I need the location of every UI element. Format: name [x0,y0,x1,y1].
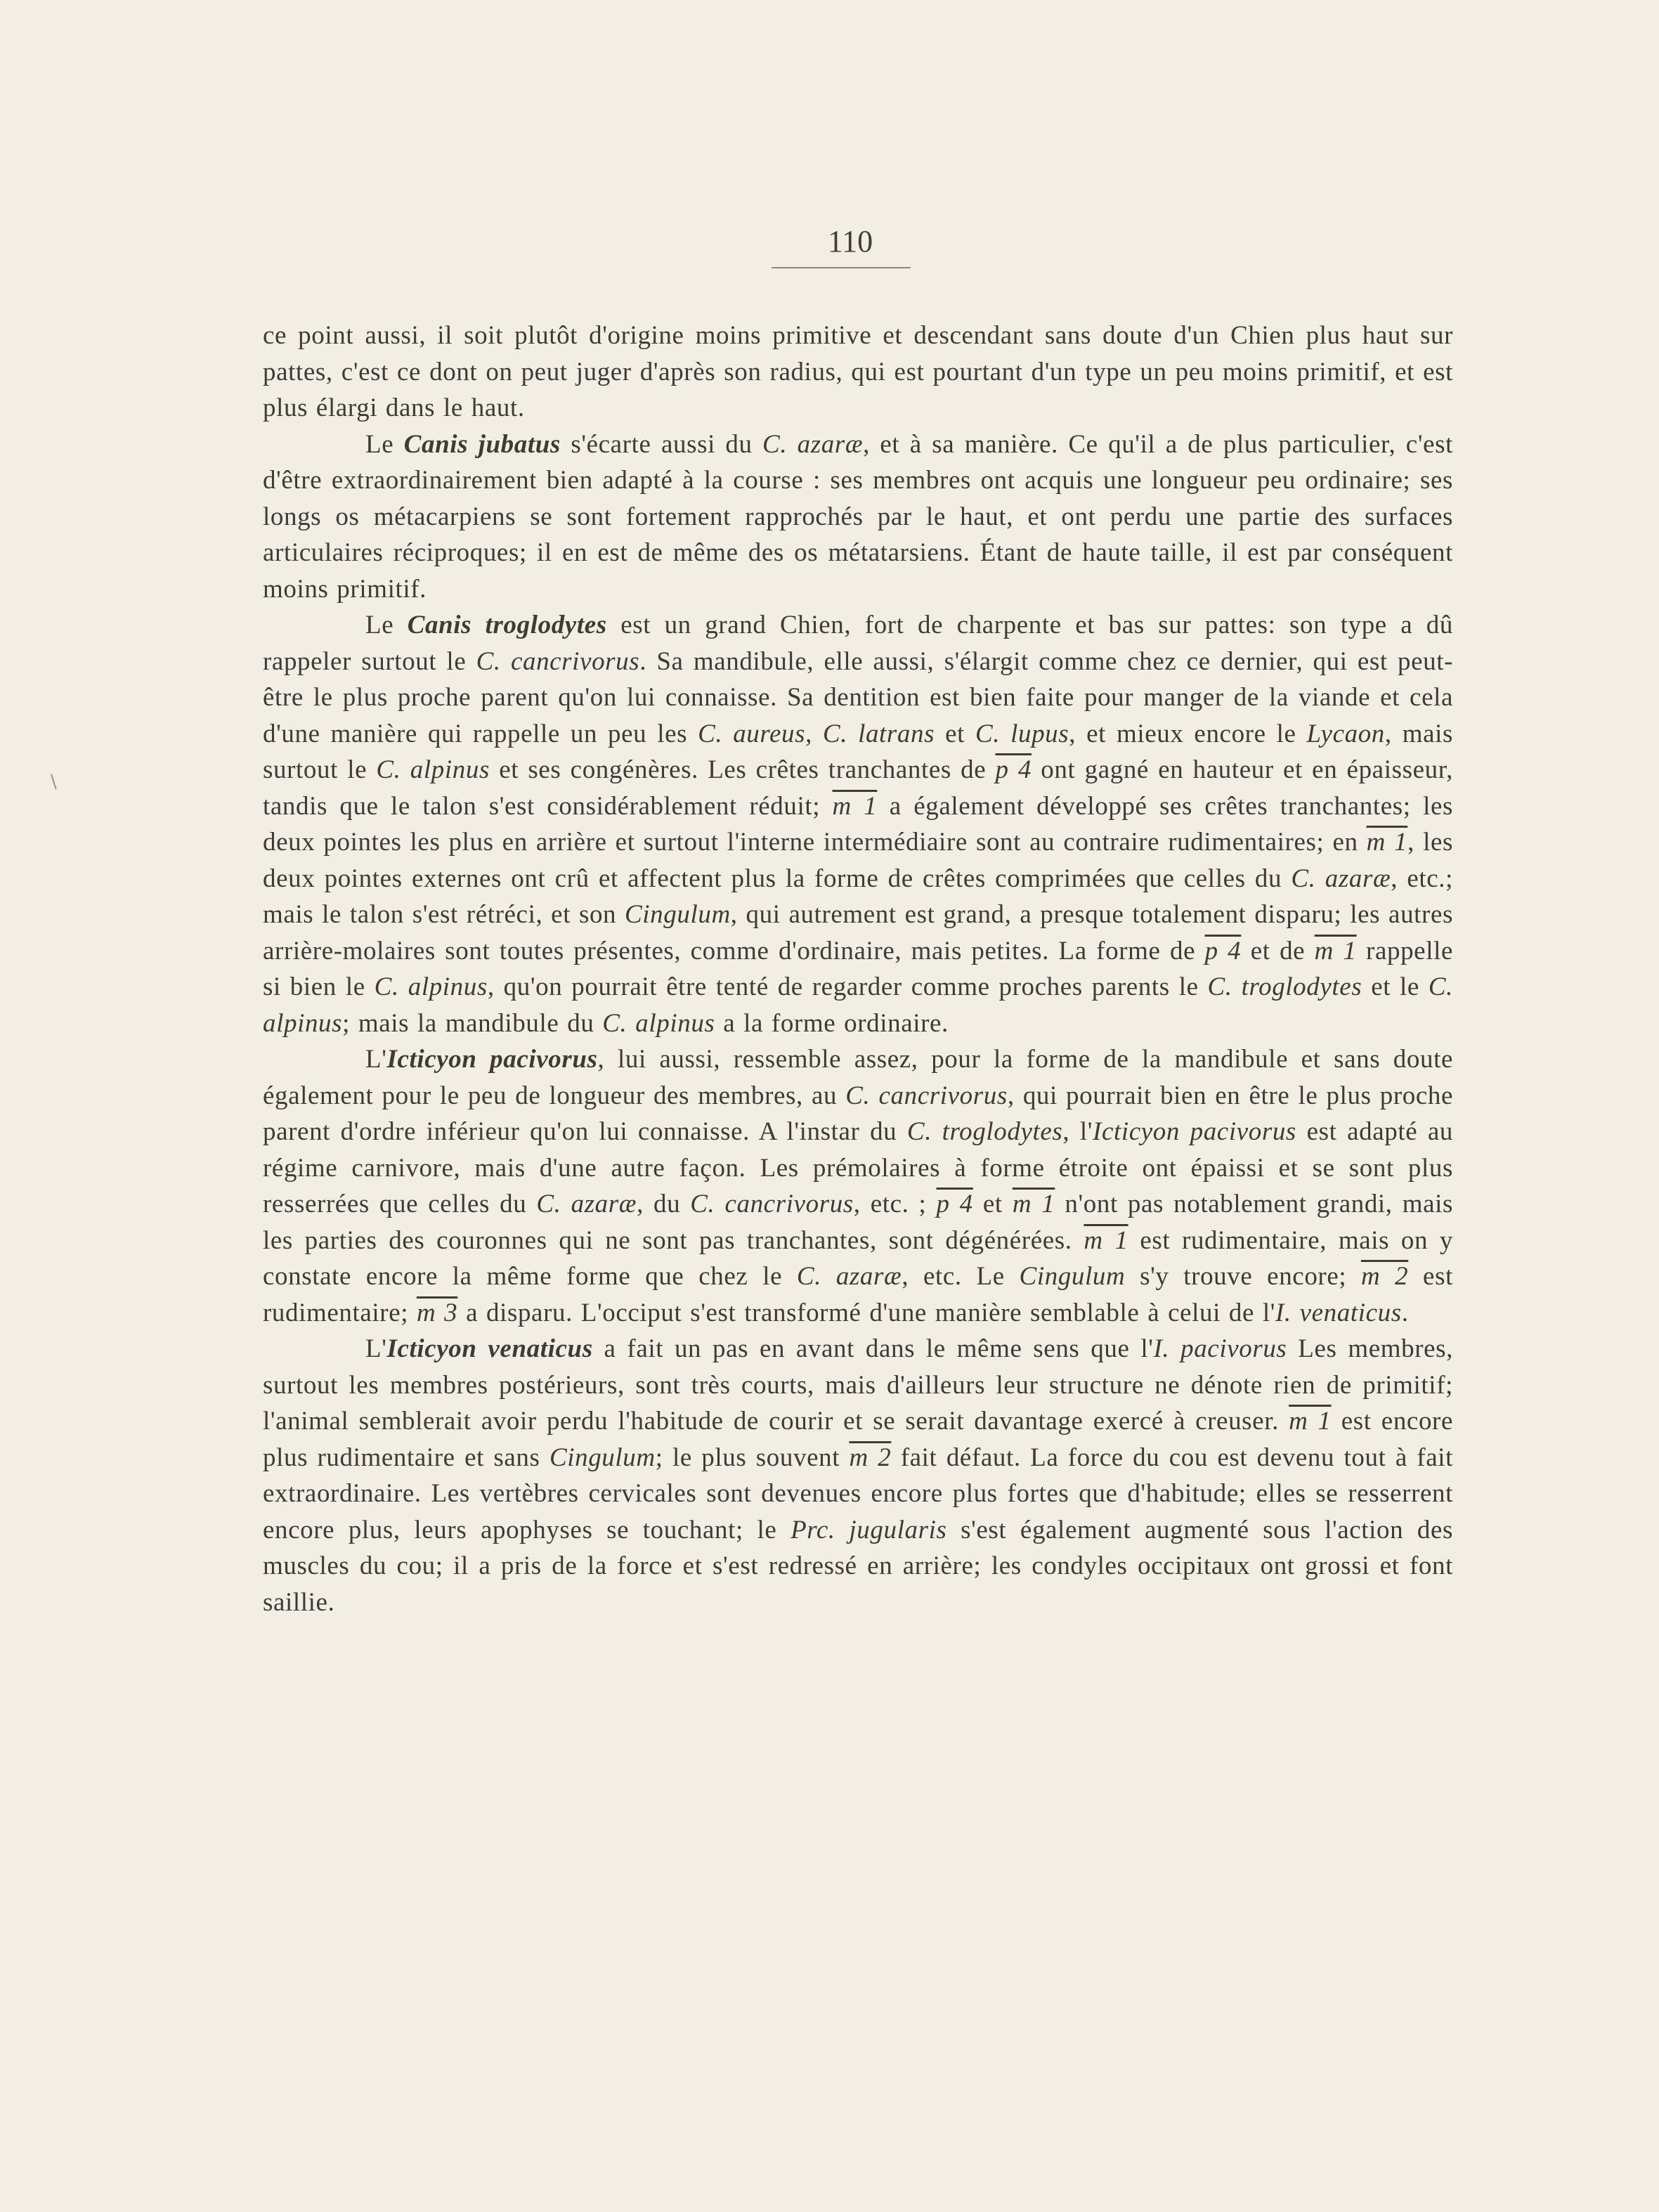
italic-term: Prc. jugularis [791,1515,947,1544]
tooth-notation: p 4 [995,755,1032,784]
species-heading-term: Canis jubatus [403,429,561,459]
text-run: n'ont pas notablement grandi, mais les parties des couronnes qui ne sont pas tranchantes, sont dégénérées. [263,1190,1453,1255]
text-run: et de [1241,936,1315,965]
text-run: s'est également augmenté sous l'action des muscles du cou; il a pris de la force et s'est redressé en arrière; les condyles occipitaux ont grossi et font saillie. [263,1515,1454,1617]
text-run: , [805,719,823,748]
text-run: . Sa mandibule, elle aussi, s'élargit comme chez ce dernier, qui est peut-être le plus proche parent qu'on lui connaisse. Sa dentition est bien faite pour manger de la viande et cela d'une manière qui rappelle un peu les [263,646,1453,748]
text-run: et le [1362,972,1429,1001]
page-number: 110 [827,224,873,259]
italic-term: C. azaræ [536,1190,637,1218]
tooth-notation: m 2 [849,1443,892,1472]
italic-term: C. azaræ [762,429,864,459]
text-run: a disparu. L'occiput s'est transformé d'une manière semblable à celui de l' [457,1298,1275,1327]
italic-term: C. aureus [698,719,806,748]
italic-term: C. alpinus [374,972,488,1001]
text-run: , mais surtout le [263,719,1453,784]
text-run: est rudimentaire, mais on y constate encore la même forme que chez le [263,1225,1453,1291]
italic-term: C. alpinus [376,755,490,784]
italic-term: C. cancrivorus [690,1190,854,1218]
text-run: , etc. ; [853,1190,937,1218]
italic-term: C. troglodytes [906,1117,1063,1146]
text-run: , etc.; mais le talon s'est rétréci, et son [263,864,1454,929]
paragraph [263,427,1453,608]
italic-term: C. lupus [975,719,1069,748]
tooth-notation: m 2 [1361,1262,1409,1291]
text-run: ; le plus souvent [655,1443,850,1472]
italic-term: C. latrans [822,719,935,748]
italic-term: Cingulum [549,1443,656,1472]
species-heading-term: Icticyon venaticus [386,1334,593,1363]
text-run: , et à sa manière. Ce qu'il a de plus particulier, c'est d'être extraordinairement bien adapté à la course : ses membres ont acquis une longueur peu ordinaire; ses longs os métacarpiens se sont fortement rapprochés par le haut, et ont perdu une partie des surfaces articulaires réciproques; il en est de même des os métatarsiens. Étant de haute taille, il est par conséquent moins primitif. [263,429,1453,604]
text-run: , etc. Le [902,1262,1020,1291]
text-run: fait défaut. La force du cou est devenu tout à fait extraordinaire. Les vertèbres cervicales sont devenues encore plus fortes que d'habitude; elles se resserrent encore plus, leurs apophyses se touchant; le [263,1443,1453,1544]
paragraph [263,607,1453,1041]
paragraph [263,1041,1453,1331]
text-run: est encore plus rudimentaire et sans [263,1407,1453,1472]
paragraph [263,1331,1453,1620]
italic-term: Lycaon [1306,719,1385,748]
paragraph [263,318,1453,427]
italic-term: C. cancrivorus [476,646,640,676]
tooth-notation: p 4 [936,1190,973,1218]
text-run: est rudimentaire; [263,1262,1453,1327]
tooth-notation: m 1 [1366,828,1408,857]
text-run: , l' [1062,1117,1093,1146]
text-run: L' [365,1045,387,1074]
tooth-notation: p 4 [1204,936,1242,965]
tooth-notation: m 3 [416,1298,458,1327]
italic-term: Cingulum [625,900,731,929]
italic-term: C. azaræ [796,1262,902,1291]
text-run: ont gagné en hauteur et en épaisseur, tandis que le talon s'est considérablement réduit; [263,755,1453,821]
tooth-notation: m 1 [1314,936,1357,965]
page-number-rule [772,267,911,268]
text-run: rappelle si bien le [263,936,1453,1001]
text-run: ce point aussi, il soit plutôt d'origine moins primitive et descendant sans doute d'un Chien plus haut sur pattes, c'est ce dont on peut juger d'après son radius, qui est pourtant d'un type un peu moins primitif, et est plus élargi dans le haut. [263,321,1453,422]
text-run: Le [365,429,404,459]
text-run: est adapté au régime carnivore, mais d'une autre façon. Les prémolaires à forme étroite ont épaissi et se sont plus resserrées que celles du [263,1117,1453,1218]
text-run: s'y trouve encore; [1125,1262,1362,1291]
text-run: , qu'on pourrait être tenté de regarder comme proches parents le [487,972,1208,1001]
tooth-notation: m 1 [1084,1225,1128,1255]
italic-term: I. venaticus [1275,1298,1402,1327]
text-run: , qui pourrait bien en être le plus proche parent d'ordre inférieur qu'on lui connaisse. A l'instar du [263,1081,1453,1146]
species-heading-term: Canis troglodytes [407,611,607,639]
text-run: et [972,1190,1013,1218]
text-run: L' [365,1334,387,1363]
text-run: , qui autrement est grand, a presque totalement disparu; les autres arrière-molaires sont toutes présentes, comme d'ordinaire, mais petites. La forme de [263,900,1453,965]
species-heading-term: Icticyon pacivorus [386,1045,598,1074]
text-run: Le [365,611,408,639]
text-run: ; mais la mandibule du [342,1008,603,1038]
italic-term: C. alpinus [602,1008,715,1038]
italic-term: I. pacivorus [1153,1334,1287,1363]
body-text [263,318,1453,1620]
tooth-notation: m 1 [1012,1190,1055,1218]
text-run: , et mieux encore le [1069,719,1307,748]
tooth-notation: m 1 [832,791,878,821]
italic-term: C. alpinus [263,972,1454,1038]
text-run: Les membres, surtout les membres postérieurs, sont très courts, mais d'ailleurs leur structure ne dénote rien de primitif; l'animal semblerait avoir perdu l'habitude de courir et se serait davantage exercé à creuser. [263,1334,1453,1436]
italic-term: C. azaræ [1291,864,1391,893]
text-run: . [1401,1298,1409,1327]
text-run: a fait un pas en avant dans le même sens que l' [592,1334,1154,1363]
text-run: , du [637,1190,691,1218]
margin-speck: \ [51,772,57,793]
text-run: , les deux pointes externes ont crû et affectent plus la forme de crêtes comprimées que celles du [263,828,1453,893]
text-run: est un grand Chien, fort de charpente et bas sur pattes: son type a dû rappeler surtout le [263,611,1454,676]
text-run: , lui aussi, ressemble assez, pour la forme de la mandibule et sans doute également pour le peu de longueur des membres, au [263,1045,1454,1110]
italic-term: C. troglodytes [1207,972,1362,1001]
tooth-notation: m 1 [1289,1407,1332,1436]
italic-term: Cingulum [1019,1262,1126,1291]
text-run: et ses congénères. Les crêtes tranchantes de [489,755,996,784]
text-run: a également développé ses crêtes tranchantes; les deux pointes les plus en arrière et surtout l'interne intermédiaire sont au contraire rudimentaires; en [263,791,1453,857]
text-run: et [935,719,975,748]
italic-term: C. cancrivorus [845,1081,1008,1110]
text-run: a la forme ordinaire. [715,1008,949,1038]
text-run: s'écarte aussi du [560,429,763,459]
italic-term: Icticyon pacivorus [1093,1117,1296,1146]
